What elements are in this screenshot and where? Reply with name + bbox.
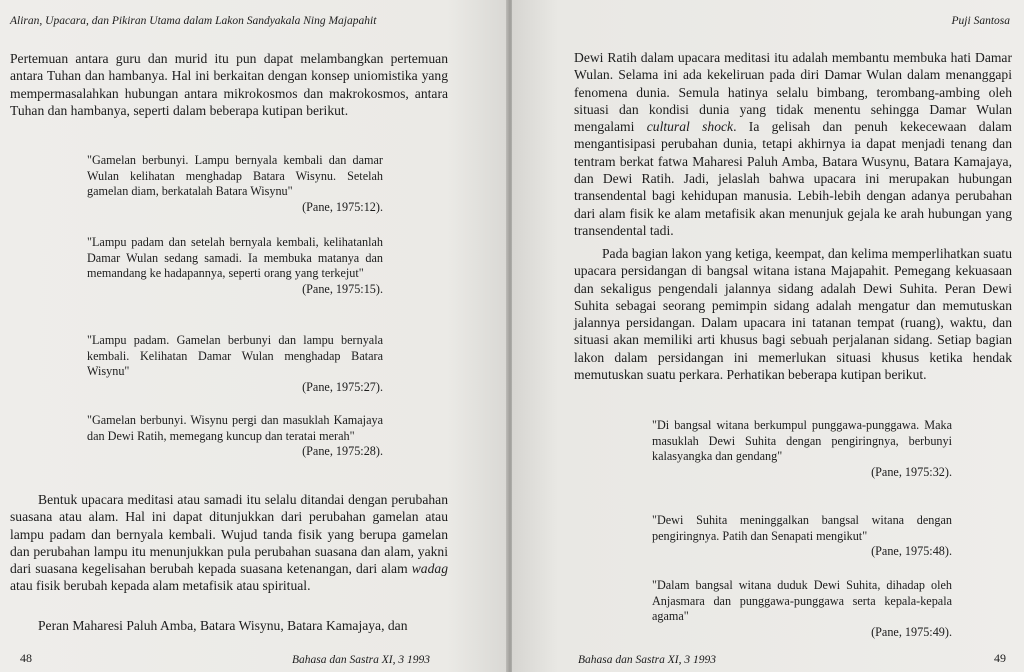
quote-citation: (Pane, 1975:27).	[302, 379, 383, 394]
right-quote-1	[652, 418, 952, 480]
italic-term: cultural shock	[646, 119, 734, 135]
italic-term: wadag	[411, 561, 448, 577]
quote-citation: (Pane, 1975:32).	[871, 464, 952, 479]
quote-text: "Gamelan berbunyi. Lampu bernyala kembali dan damar Wulan kelihatan menghadap Batara Wisynu. Setelah gamelan diam, berkatalah Batara Wisynu"	[87, 153, 383, 199]
quote-text: "Gamelan berbunyi. Wisynu pergi dan masuklah Kamajaya dan Dewi Ratih, memegang kuncup dan teratai merah"	[87, 413, 383, 443]
quote-citation: (Pane, 1975:12).	[302, 199, 383, 214]
quote-text: "Di bangsal witana berkumpul punggawa-punggawa. Maka masuklah Dewi Suhita dengan pengiringnya, berbunyi kalasyangka dan gendang"	[652, 418, 952, 464]
left-quote-4	[87, 413, 383, 460]
quote-citation: (Pane, 1975:49).	[871, 624, 952, 639]
paragraph-text: atau fisik berubah kepada alam metafisik atau spiritual.	[10, 578, 311, 594]
left-intro-paragraph: Pertemuan antara guru dan murid itu pun dapat melambangkan pertemuan antara Tuhan dan hambanya. Hal ini berkaitan dengan konsep uniomistika yang mempermasalahkan hubungan antara mikrokosmos dan makrokosmos, antara Tuhan dan hambanya, seperti dalam beberapa kutipan berikut.	[10, 51, 448, 118]
quote-text: "Lampu padam. Gamelan berbunyi dan lampu bernyala kembali. Kelihatan Damar Wulan menghadap Batara Wisynu"	[87, 333, 383, 379]
paragraph-text: . Ia gelisah dan penuh kekecewaan dalam mengantisipasi perubahan dunia, tetapi akhirnya ia dapat menjadi tenang dan tentram berkat fatwa Maharesi Paluh Amba, Batara Wusynu, Batara Kamajaya, dan Dewi Ratih. Jadi, jelaslah bahwa upacara ini merupakan hubungan transendental bagi kehidupan manusia. Lebih-lebih dengan adanya perubahan dari alam fisik ke alam metafisik akan menunjuk gejala ke arah hubungan yang transendental tadi.	[574, 119, 1012, 238]
quote-text: "Dalam bangsal witana duduk Dewi Suhita, dihadap oleh Anjasmara dan punggawa-punggawa serta kepala-kepala agama"	[652, 578, 952, 624]
right-running-head: Puji Santosa	[951, 15, 1010, 27]
left-footer-journal: Bahasa dan Sastra XI, 3 1993	[292, 654, 430, 666]
left-quote-1	[87, 153, 383, 215]
right-page-number: 49	[994, 651, 1006, 665]
left-page	[0, 0, 508, 672]
left-quote-2	[87, 235, 383, 297]
right-paragraph-2: Pada bagian lakon yang ketiga, keempat, dan kelima memperlihatkan suatu upacara persidangan di bangsal witana istana Majapahit. Pemegang kekuasaan dan sekaligus pengendali jalannya sidang adalah Dewi Suhita. Peran Dewi Suhita sebagai seorang pemimpin sidang adalah mengatur dan memutuskan jalannya persidangan. Dalam upacara ini tatanan tempat (ruang), waktu, dan situasi akan memiliki arti khusus bagi sebuah perjalanan sidang. Setiap bagian lakon dalam persidangan ini memerlukan situasi khusus ketika hendak memutuskan suatu perkara. Perhatikan beberapa kutipan berikut.	[574, 246, 1012, 383]
right-quote-3	[652, 578, 952, 640]
quote-citation: (Pane, 1975:28).	[302, 444, 383, 459]
left-quote-3	[87, 333, 383, 395]
left-running-head: Aliran, Upacara, dan Pikiran Utama dalam Lakon Sandyakala Ning Majapahit	[10, 15, 377, 27]
left-page-number: 48	[20, 651, 32, 665]
quote-text: "Lampu padam dan setelah bernyala kembali, kelihatanlah Damar Wulan sedang samadi. Ia membuka matanya dan memandang ke hadapannya, seperti orang yang terkejut"	[87, 235, 383, 281]
quote-text: "Dewi Suhita meninggalkan bangsal witana dengan pengiringnya. Patih dan Senapati mengikut"	[652, 513, 952, 543]
right-footer-journal: Bahasa dan Sastra XI, 3 1993	[578, 654, 716, 666]
quote-citation: (Pane, 1975:15).	[302, 281, 383, 296]
paragraph-text: Dewi Ratih dalam upacara meditasi itu adalah membantu membuka hati Damar Wulan. Selama ini ada kekeliruan pada diri Damar Wulan dalam menanggapi fenomena dunia. Semula hatinya selalu bimbang, terombang-ambing oleh situasi dan kondisi dunia yang tidak menentu sehingga Damar Wulan mengalami	[574, 50, 1012, 135]
paragraph-text: Bentuk upacara meditasi atau samadi itu selalu ditandai dengan perubahan suasana atau alam. Hal ini dapat ditunjukkan dari perubahan gamelan atau lampu padam dan bernyala kembali. Wujud tanda fisik yang berupa gamelan dan perubahan lampu itu menunjukkan pula perubahan suasana dan alam, yakni dari suasana kegelisahan berubah kepada suasana ketenangan, dari alam	[10, 492, 448, 577]
right-paragraph-1	[574, 49, 1012, 239]
quote-citation: (Pane, 1975:48).	[871, 544, 952, 559]
left-paragraph-3: Peran Maharesi Paluh Amba, Batara Wisynu, Batara Kamajaya, dan	[38, 618, 408, 633]
right-page	[512, 0, 1024, 672]
right-quote-2	[652, 513, 952, 560]
left-paragraph-2	[10, 491, 448, 595]
